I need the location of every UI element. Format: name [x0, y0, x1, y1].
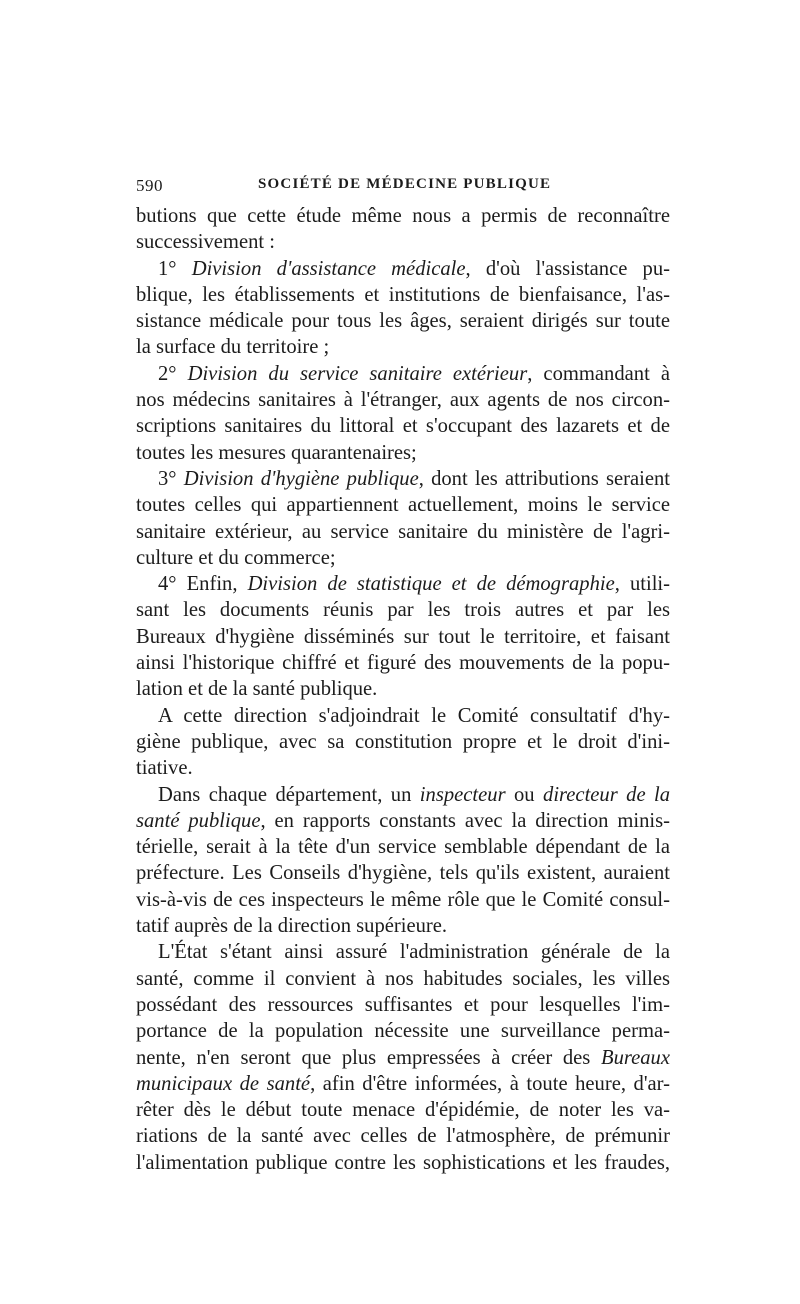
text-line	[136, 729, 670, 755]
text-line	[136, 282, 670, 308]
text-run: , afin d'être informées, à toute heure, d'ar-	[310, 1072, 670, 1095]
text-run: préfecture. Les Conseils d'hygiène, tels qu'ils existent, auraient	[136, 862, 670, 885]
text-run: sanitaire extérieur, au service sanitaire du ministère de l'agri-	[136, 520, 670, 543]
text-line	[136, 834, 670, 860]
text-line	[136, 466, 670, 492]
text-run: toutes celles qui appartiennent actuellement, moins le service	[136, 494, 670, 517]
text-line	[136, 203, 670, 229]
text-run: culture et du commerce;	[136, 546, 336, 569]
text-line	[136, 782, 670, 808]
text-line	[136, 624, 670, 650]
text-run: giène publique, avec sa constitution propre et le droit d'ini-	[136, 730, 670, 753]
text-line	[136, 860, 670, 886]
text-line	[136, 939, 670, 965]
text-run: 4° Enfin,	[158, 573, 248, 596]
text-run: sant les documents réunis par les trois autres et par les	[136, 599, 670, 622]
text-line	[136, 308, 670, 334]
text-line	[136, 808, 670, 834]
text-line	[136, 755, 670, 781]
text-run: tatif auprès de la direction supérieure.	[136, 915, 448, 938]
text-run: ou	[505, 783, 544, 806]
page-header	[136, 176, 670, 198]
italic-run: Division d'hygiène publique	[183, 467, 419, 490]
text-run: la surface du territoire ;	[136, 336, 330, 359]
running-title: SOCIÉTÉ DE MÉDECINE PUBLIQUE	[258, 176, 552, 192]
text-run: vis-à-vis de ces inspecteurs le même rôle que le Comité consul-	[136, 888, 670, 911]
text-run: blique, les établissements et institutions de bienfaisance, l'as-	[136, 283, 670, 306]
text-line	[136, 256, 670, 282]
text-line	[136, 571, 670, 597]
text-line	[136, 519, 670, 545]
text-run: , en rapports constants avec la direction minis-	[260, 809, 670, 832]
text-line	[136, 703, 670, 729]
text-line	[136, 387, 670, 413]
text-line	[136, 334, 670, 360]
text-run: 2°	[158, 362, 188, 385]
text-run: butions que cette étude même nous a permis de reconnaître	[136, 205, 670, 227]
text-run: riations de la santé avec celles de l'atmosphère, de prémunir	[136, 1125, 670, 1148]
text-run: térielle, serait à la tête d'un service semblable dépendant de la	[136, 836, 670, 859]
text-run: scriptions sanitaires du littoral et s'occupant des lazarets et de	[136, 415, 670, 438]
italic-run: Division de statistique et de démographie	[247, 573, 615, 596]
text-run: lation et de la santé publique.	[136, 678, 378, 701]
text-run: toutes les mesures quarantenaires;	[136, 441, 417, 464]
text-line	[136, 1150, 670, 1176]
text-run: , dont les attributions seraient	[418, 467, 670, 490]
italic-run: Bureaux	[600, 1046, 670, 1069]
text-run: Dans chaque département, un	[158, 783, 420, 806]
text-run: Bureaux d'hygiène disséminés sur tout le territoire, et faisant	[136, 625, 670, 648]
text-line	[136, 361, 670, 387]
text-run: A cette direction s'adjoindrait le Comité consultatif d'hy-	[158, 704, 670, 727]
text-run: nos médecins sanitaires à l'étranger, aux agents de nos circon-	[136, 389, 670, 412]
text-run: , commandant à	[527, 362, 670, 385]
text-run: portance de la population nécessite une surveillance perma-	[136, 1020, 670, 1043]
text-run: tiative.	[136, 757, 193, 780]
text-line	[136, 966, 670, 992]
text-run: L'État s'étant ainsi assuré l'administration générale de la	[158, 941, 670, 964]
text-line	[136, 1071, 670, 1097]
text-run: 1°	[158, 257, 192, 280]
text-run: possédant des ressources suffisantes et pour lesquelles l'im-	[136, 993, 670, 1016]
text-line	[136, 597, 670, 623]
text-run: , utili-	[614, 573, 671, 596]
text-run: rêter dès le début toute menace d'épidémie, de noter les va-	[136, 1099, 670, 1122]
text-run: sistance médicale pour tous les âges, seraient dirigés sur toute	[136, 310, 670, 333]
text-run: santé, comme il convient à nos habitudes sociales, les villes	[136, 967, 670, 990]
page-number: 590	[136, 176, 163, 195]
italic-run: santé publique	[136, 809, 261, 832]
text-line	[136, 676, 670, 702]
text-run: 3°	[158, 467, 184, 490]
italic-run: Division d'assistance médicale	[191, 257, 466, 280]
text-line	[136, 492, 670, 518]
text-run: , d'où l'assistance pu-	[465, 257, 670, 280]
text-line	[136, 1123, 670, 1149]
italic-run: directeur de la	[543, 783, 671, 806]
italic-run: Division du service sanitaire extérieur	[187, 362, 528, 385]
italic-run: inspecteur	[419, 783, 506, 806]
text-line	[136, 1045, 670, 1071]
text-line	[136, 650, 670, 676]
text-run: successivement :	[136, 231, 275, 254]
text-line	[136, 1097, 670, 1123]
text-line	[136, 229, 670, 255]
text-line	[136, 440, 670, 466]
text-run: l'alimentation publique contre les sophistications et les fraudes,	[136, 1151, 670, 1174]
text-line	[136, 992, 670, 1018]
text-run: nente, n'en seront que plus empressées à créer des	[136, 1046, 601, 1069]
text-line	[136, 545, 670, 571]
text-line	[136, 413, 670, 439]
italic-run: municipaux de santé	[136, 1072, 311, 1095]
body-text	[136, 203, 670, 1176]
text-line	[136, 913, 670, 939]
text-line	[136, 1018, 670, 1044]
text-run: ainsi l'historique chiffré et figuré des mouvements de la popu-	[136, 652, 670, 675]
text-line	[136, 887, 670, 913]
